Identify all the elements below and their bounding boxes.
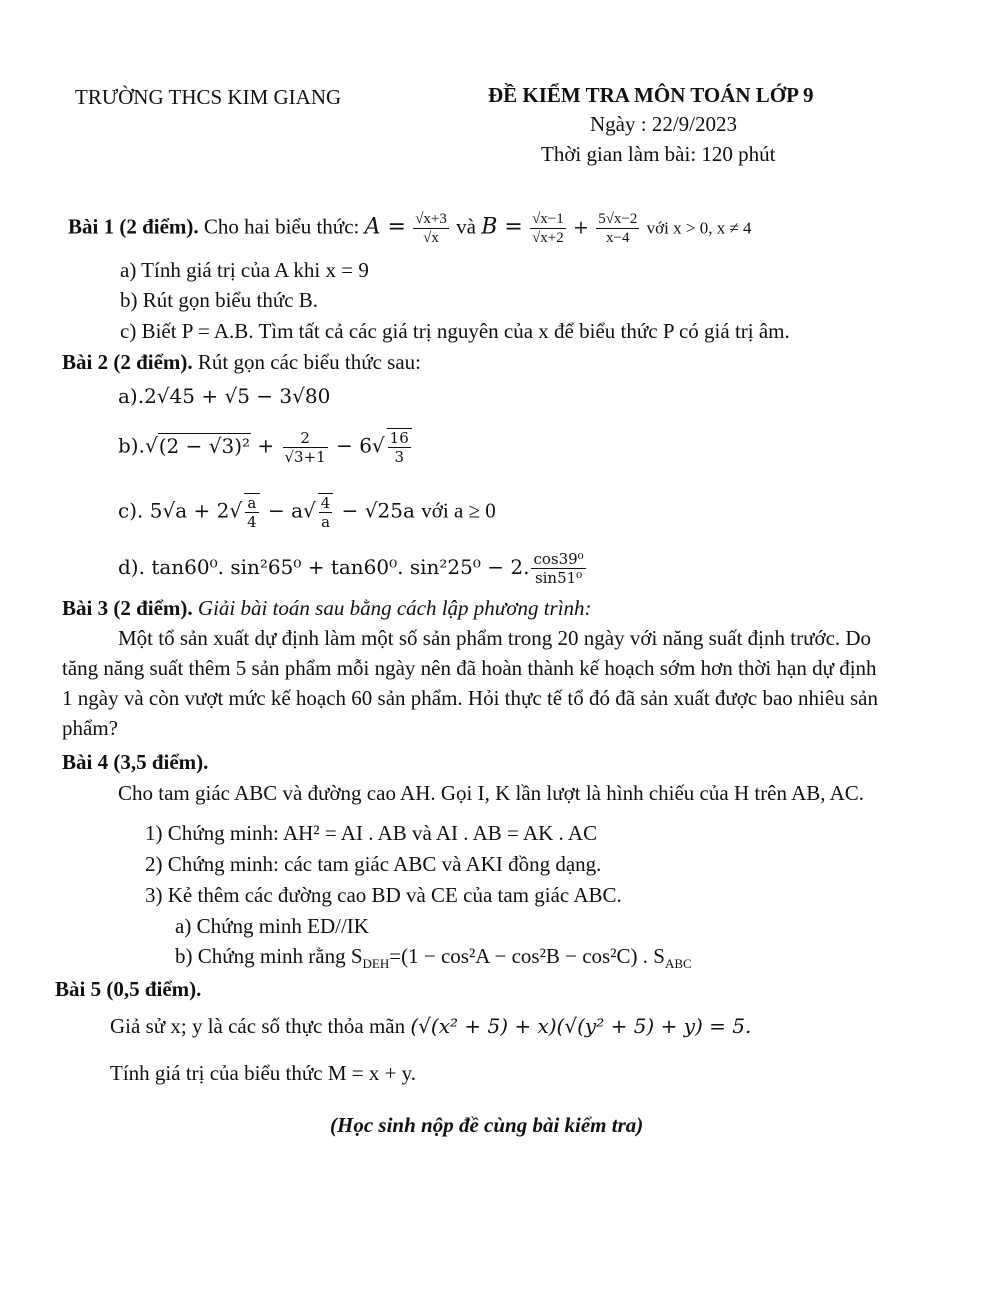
bai1-heading: Bài 1 (2 điểm). (68, 214, 199, 239)
bai2-heading: Bài 2 (2 điểm). (62, 350, 193, 374)
bai2-c-frac1: $\frac{a}{4}$ (244, 493, 260, 531)
bai4-q3a: a) Chứng minh ED//IK (175, 914, 369, 938)
bai2-b (118, 428, 414, 466)
bai4-q2: 2) Chứng minh: các tam giác ABC và AKI đồng dạng. (145, 852, 602, 876)
bai2-d-frac: $\frac{\text{cos39⁰}}{\text{sin51⁰}}$ (533, 550, 584, 587)
exam-date: Ngày : 22/9/2023 (590, 112, 737, 136)
exam-title: ĐỀ KIỂM TRA MÔN TOÁN LỚP 9 (488, 83, 814, 107)
bai5-equation: (√(x² + 5) + x)(√(y² + 5) + y) = 5. (410, 1014, 752, 1038)
exam-duration: Thời gian làm bài: 120 phút (541, 142, 776, 166)
bai2-b-tail: − 6 (336, 433, 372, 458)
bai1-a: a) Tính giá trị của A khi x = 9 (120, 258, 369, 282)
expr-B-frac1: $\frac{√x-1}{√x+2}$ (532, 211, 564, 246)
bai2-c-cond: với a ≥ 0 (421, 498, 496, 523)
bai2-b-frac: $\frac{2}{√3+1}$ (284, 428, 326, 466)
bai4-heading: Bài 4 (3,5 điểm). (62, 750, 209, 774)
bai4-q1: 1) Chứng minh: AH² = AI . AB và AI . AB = AK . AC (145, 821, 598, 845)
expr-B-frac2: $\frac{5√x-2}{x-4}$ (598, 211, 638, 246)
bai2-intro: Rút gọn các biểu thức sau: (197, 350, 421, 374)
bai3-task: Giải bài toán sau bằng cách lập phương trình: (197, 596, 592, 620)
sqrt-icon: √ (371, 433, 385, 458)
sqrt-icon: √ (229, 498, 243, 523)
bai2-c-frac2: $\frac{4}{a}$ (318, 493, 334, 531)
bai2-a: a).2√45 + √5 − 3√80 (118, 384, 331, 408)
sqrt-icon: √ (144, 433, 158, 458)
sqrt-icon: √ (303, 498, 316, 523)
bai2-d-expr: d). tan60⁰. sin²65⁰ + tan60⁰. sin²25⁰ − 2. (118, 555, 530, 579)
bai3-line2: tăng năng suất thêm 5 sản phẩm mỗi ngày nên đã hoàn thành kế hoạch sớm hơn thời hạn dự định (62, 656, 877, 680)
bai2-d (118, 550, 588, 587)
bai2-b-root-frac: $\frac{16}{3}$ (387, 428, 412, 466)
expr-A-label: A = (364, 214, 406, 240)
bai3-heading: Bài 3 (2 điểm). (62, 596, 193, 620)
bai3-line3: 1 ngày và còn vượt mức kế hoạch 60 sản phẩm. Hỏi thực tế tổ đó đã sản xuất được bao nhiêu sản (62, 686, 878, 710)
expr-A-frac: $\frac{√x+3}{√x}$ (415, 211, 447, 246)
bai1-intro: Cho hai biểu thức: (203, 214, 360, 239)
bai3-line1: Một tổ sản xuất dự định làm một số sản phẩm trong 20 ngày với năng suất định trước. Do (118, 626, 872, 650)
bai2-c-mid: − a (267, 498, 304, 523)
bai5-line1-text: Giả sử x; y là các số thực thỏa mãn (110, 1014, 406, 1038)
school-name: TRƯỜNG THCS KIM GIANG (75, 85, 342, 109)
bai4-q3: 3) Kẻ thêm các đường cao BD và CE của tam giác ABC. (145, 883, 622, 907)
bai3-line (62, 596, 592, 621)
bai1-b: b) Rút gọn biểu thức B. (120, 288, 319, 312)
bai4-intro: Cho tam giác ABC và đường cao AH. Gọi I, K lần lượt là hình chiếu của H trên AB, AC. (118, 781, 865, 805)
bai5-line2: Tính giá trị của biểu thức M = x + y. (110, 1061, 417, 1085)
bai1-and: và (456, 214, 476, 239)
expr-plus: + (573, 216, 589, 239)
bai3-line4: phẩm? (62, 716, 118, 740)
bai1-c: c) Biết P = A.B. Tìm tất cả các giá trị nguyên của x để biểu thức P có giá trị âm. (120, 319, 790, 343)
footer-note: (Học sinh nộp đề cùng bài kiểm tra) (330, 1113, 644, 1137)
bai2-b-root: (2 − √3)² (158, 433, 251, 458)
bai5-line1 (110, 1014, 751, 1039)
bai4-q3b: b) Chứng minh rằng $S_{DEH}=(1 - \cos^2A - \cos^2B - \cos^2C)$ . $S_{ABC}$ (175, 944, 692, 972)
bai1-condition: với x > 0, x ≠ 4 (646, 218, 752, 238)
bai2-c (118, 493, 496, 531)
bai2-c-tail: − √25a (341, 498, 415, 523)
bai2-b-prefix: b). (118, 433, 145, 458)
bai2-c-prefix: c). 5√a + 2 (118, 498, 230, 523)
expr-B-label: B = (481, 214, 523, 240)
bai5-heading: Bài 5 (0,5 điểm). (55, 977, 202, 1001)
bai2-b-plus: + (257, 433, 275, 458)
bai1-line (68, 210, 752, 247)
bai2-line (62, 350, 421, 375)
